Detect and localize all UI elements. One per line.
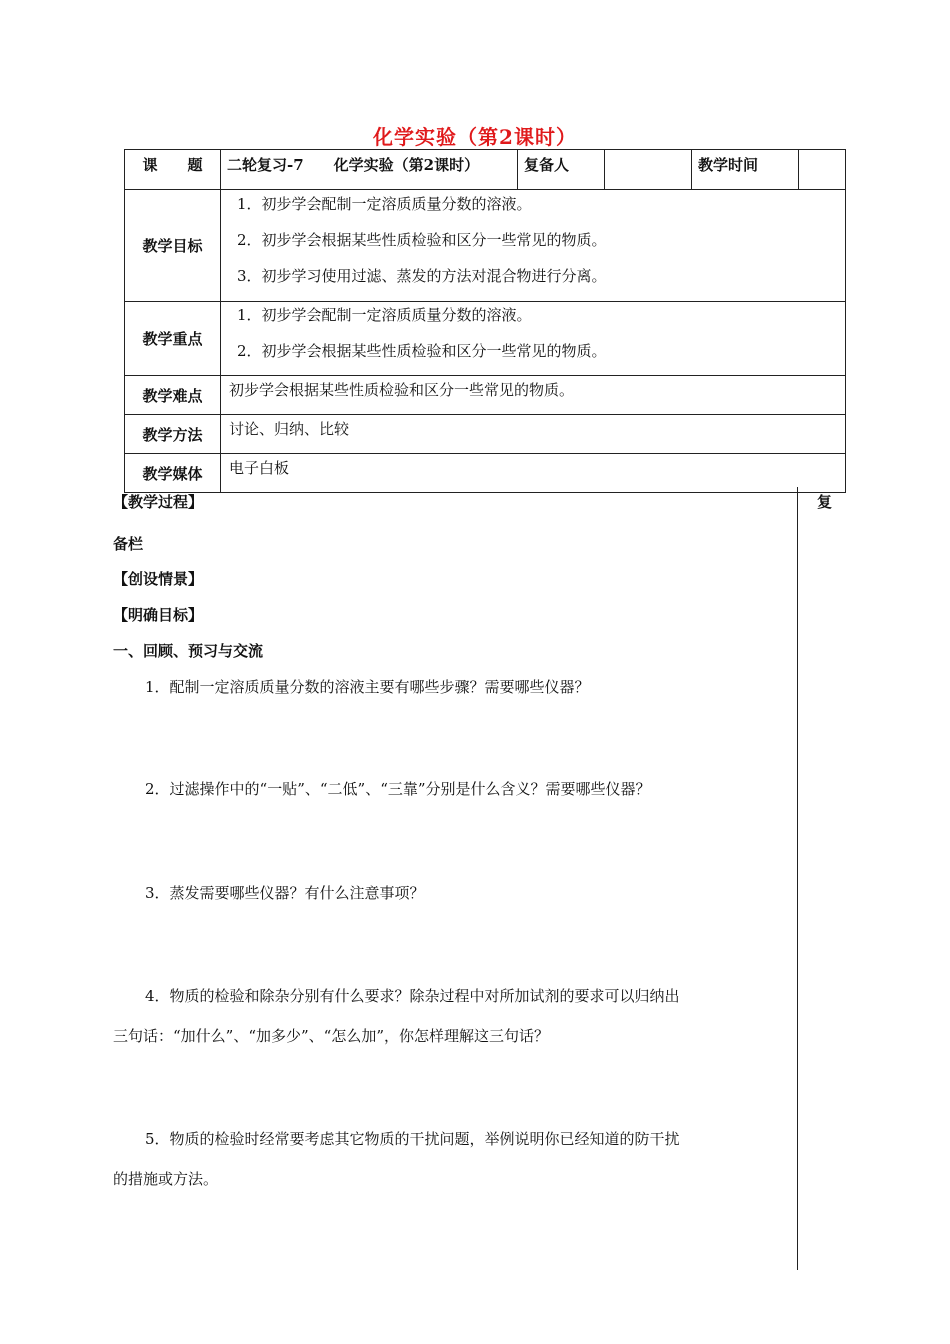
time-value bbox=[799, 150, 846, 190]
question-4-line-1: 4．物质的检验和除杂分别有什么要求？除杂过程中对所加试剂的要求可以归纳出 bbox=[145, 987, 680, 1005]
review-column-divider bbox=[797, 487, 798, 1270]
table-row-objectives bbox=[125, 190, 846, 302]
objective-item: 2．初步学会根据某些性质检验和区分一些常见的物质。 bbox=[237, 231, 607, 249]
key-points-label: 教学重点 bbox=[125, 302, 221, 376]
objectives-label: 教学目标 bbox=[125, 190, 221, 302]
document-title: 化学实验（第2课时） bbox=[373, 125, 577, 149]
section-heading-review: 一、回顾、预习与交流 bbox=[113, 642, 264, 660]
objective-item: 1．初步学会配制一定溶质质量分数的溶液。 bbox=[237, 195, 532, 213]
table-row-media bbox=[125, 454, 846, 493]
objective-item: 3．初步学习使用过滤、蒸发的方法对混合物进行分离。 bbox=[237, 267, 607, 285]
difficulty-label: 教学难点 bbox=[125, 376, 221, 415]
section-scenario: 【创设情景】 bbox=[113, 570, 204, 588]
topic-label: 课 题 bbox=[125, 150, 221, 190]
media-value: 电子白板 bbox=[221, 454, 846, 493]
media-label: 教学媒体 bbox=[125, 454, 221, 493]
table-row-topic bbox=[125, 150, 846, 190]
objectives-cell bbox=[221, 190, 846, 302]
key-points-cell bbox=[221, 302, 846, 376]
difficulty-value: 初步学会根据某些性质检验和区分一些常见的物质。 bbox=[221, 376, 846, 415]
time-label: 教学时间 bbox=[692, 150, 799, 190]
reviewer-value bbox=[605, 150, 692, 190]
question-1: 1．配制一定溶质质量分数的溶液主要有哪些步骤？需要哪些仪器？ bbox=[145, 678, 590, 696]
question-5-line-2: 的措施或方法。 bbox=[113, 1170, 219, 1188]
table-row-key-points bbox=[125, 302, 846, 376]
question-5-line-1: 5．物质的检验时经常要考虑其它物质的干扰问题，举例说明你已经知道的防干扰 bbox=[145, 1130, 680, 1148]
table-row-method bbox=[125, 415, 846, 454]
review-column-label-continued: 备栏 bbox=[113, 535, 144, 553]
method-value: 讨论、归纳、比较 bbox=[221, 415, 846, 454]
question-3: 3．蒸发需要哪些仪器？有什么注意事项？ bbox=[145, 884, 425, 902]
key-point-item: 1．初步学会配制一定溶质质量分数的溶液。 bbox=[237, 306, 532, 324]
topic-value: 二轮复习-7 化学实验（第2课时） bbox=[221, 150, 518, 190]
section-teaching-process: 【教学过程】 bbox=[113, 493, 204, 511]
reviewer-label: 复备人 bbox=[518, 150, 605, 190]
review-column-label: 复 bbox=[817, 493, 833, 511]
table-row-difficulty bbox=[125, 376, 846, 415]
question-4-line-2: 三句话：“加什么”、“加多少”、“怎么加”，你怎样理解这三句话？ bbox=[113, 1027, 550, 1045]
section-clear-goal: 【明确目标】 bbox=[113, 606, 204, 624]
question-2: 2．过滤操作中的“一贴”、“二低”、“三靠”分别是什么含义？需要哪些仪器？ bbox=[145, 780, 651, 798]
key-point-item: 2．初步学会根据某些性质检验和区分一些常见的物质。 bbox=[237, 342, 607, 360]
method-label: 教学方法 bbox=[125, 415, 221, 454]
lesson-info-table bbox=[124, 149, 846, 493]
